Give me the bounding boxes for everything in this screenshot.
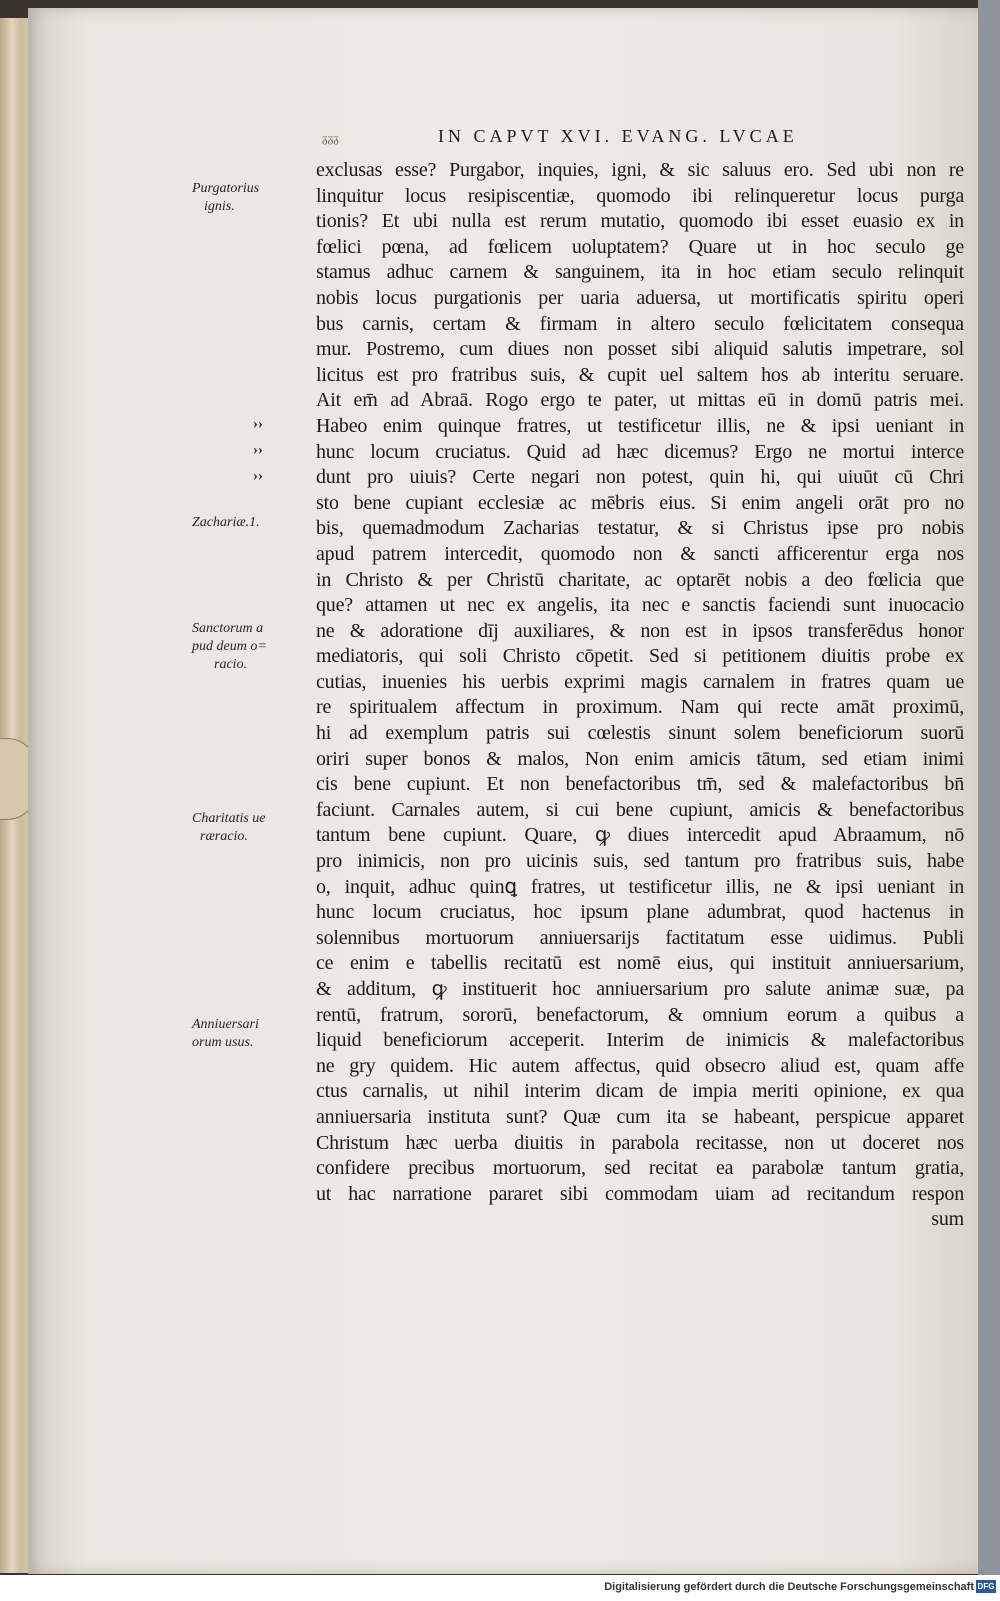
text-line: tantum bene cupiunt. Quare, ꝙ diues intercedit apud Abraamum, nō	[316, 824, 964, 847]
text-line: ne gry quidem. Hic autem affectus, quid obsecro aliud est, quam affe	[316, 1054, 964, 1077]
running-head-title: IN CAPVT XVI. EVANG. LVCAE	[438, 126, 798, 146]
text-line: bus carnis, certam & firmam in altero seculo fœlicitatem consequa	[316, 312, 964, 335]
text-line: ctus carnalis, ut nihil interim dicam de impia meriti opinione, ex qua	[316, 1080, 964, 1103]
text-line: cutias, inuenies his uerbis exprimi magis carnalem in fratres quam ue	[316, 670, 964, 693]
text-line: ce enim e tabellis recitatū est nomē eius, qui instituit anniuersarium,	[316, 952, 964, 975]
text-line: que? attamen ut nec ex angelis, ita nec e sanctis faciendi sunt inuocacio	[316, 594, 964, 617]
text-line: re spiritualem affectum in proximum. Nam qui recte amāt proximū,	[316, 696, 964, 719]
text-line: hunc locum cruciatus. Quid ad hæc dicemus? Ergo ne mortui interce	[316, 440, 964, 463]
text-line: confidere precibus mortuorum, sed recitat ea parabolæ tantum gratia,	[316, 1157, 964, 1180]
text-line: faciunt. Carnales autem, si cui bene cupiunt, amicis & benefactoribus	[316, 798, 964, 821]
dfg-logo: DFG	[977, 1582, 995, 1591]
text-line: tionis? Et ubi nulla est rerum mutatio, quomodo ibi esset euasio ex in	[316, 210, 964, 233]
text-line: oriri super bonos & malos, Non enim amicis tātum, sed etiam inimi	[316, 747, 964, 770]
text-line: ut hac narratione pararet sibi commodam uiam ad recitandum respon	[316, 1182, 964, 1205]
text-line: sto bene cupiant ecclesiæ ac mēbris eius. Si enim angeli orāt pro no	[316, 491, 964, 514]
text-line: Ait em̄ ad Abraā. Rogo ergo te pater, ut mittas eū in domū patris mei.	[316, 389, 964, 412]
text-line: Christum hæc uerba diuitis in parabola recitasse, non ut doceret nos	[316, 1131, 964, 1154]
text-line: sum	[931, 1208, 964, 1231]
text-line: o, inquit, adhuc quinꝗ fratres, ut testificetur illis, ne & ipsi ueniant in	[316, 875, 964, 898]
running-head-mark: ᵹᵹᵹ	[322, 131, 339, 145]
footer-banner	[0, 1575, 1000, 1601]
text-line: pro inimicis, non pro uicinis suis, sed tantum pro fratribus suis, habe	[316, 850, 964, 873]
text-line: nobis locus purgationis per uaria aduersa, ut mortificatis spiritu operi	[316, 286, 964, 309]
marginal-note-zachariae: Zachariæ.1.	[192, 515, 260, 530]
text-line: liquid beneficiorum acceperit. Interim de inimicis & malefactoribus	[316, 1029, 964, 1052]
marginal-note-purgatorius: Purgatorius ignis.	[192, 181, 260, 214]
book-page	[28, 8, 990, 1574]
text-line: & additum, ꝙ instituerit hoc anniuersarium pro salute animæ suæ, pa	[316, 978, 964, 1000]
scan-background-strip	[978, 0, 1000, 1575]
text-line: bis, quemadmodum Zacharias testatur, & si Christus ipse pro nobis	[316, 517, 964, 540]
text-line: ne & adoratione dīj auxiliares, & non est in ipsos transferēdus honor	[316, 619, 964, 642]
text-line: cis bene cupiunt. Et non benefactoribus tm̄, sed & malefactoribus bn̄	[316, 773, 964, 796]
footer-credit: Digitalisierung gefördert durch die Deutsche Forschungsgemeinschaft	[604, 1581, 974, 1593]
marginal-note-anniuersariorum: Anniuersari orum usus.	[192, 1017, 259, 1050]
marginal-note-sanctorum: Sanctorum a pud deum o= racio.	[192, 621, 267, 672]
marginal-note-charitatis: Charitatis ue ræracio.	[192, 811, 266, 844]
text-line: hunc locum cruciatus, hoc ipsum plane adumbrat, quod hactenus in	[316, 901, 964, 924]
quote-mark: ››	[253, 416, 263, 432]
text-line: exclusas esse? Purgabor, inquies, igni, & sic saluus ero. Sed ubi non re	[316, 159, 964, 181]
quote-mark: ››	[253, 468, 263, 484]
quote-mark: ››	[253, 442, 263, 458]
text-line: anniuersaria instituta sunt? Quæ cum ita se habeant, perspicue apparet	[316, 1105, 964, 1128]
text-line: licitus est pro fratribus suis, & cupit uel saltem hos ab interitu seruare.	[316, 363, 964, 386]
text-line: solennibus mortuorum anniuersarijs factitatum esse uidimus. Publi	[316, 926, 964, 949]
text-line: mediatoris, qui soli Christo cōpetit. Sed si petitionem diuitis probe ex	[316, 645, 964, 668]
text-line: fœlici pœna, ad fœlicem uoluptatem? Quare ut in hoc seculo ge	[316, 235, 964, 258]
text-line: hi ad exemplum patris sui cœlestis sinunt solem beneficiorum suorū	[316, 722, 964, 745]
text-line: dunt pro uiuis? Certe negari non potest, quin hi, qui uiuūt cū Chri	[316, 466, 964, 489]
text-line: mur. Postremo, cum diues non posset sibi aliquid salutis impetrare, sol	[316, 338, 964, 361]
text-line: rentū, fratrum, sororū, benefactorum, & omnium eorum a quibus a	[316, 1003, 964, 1026]
text-line: stamus adhuc carnem & sanguinem, ita in hoc etiam seculo relinquit	[316, 261, 964, 284]
text-line: in Christo & per Christū charitate, ac optarēt nobis a deo fœlicia que	[316, 568, 964, 591]
text-line: Habeo enim quinque fratres, ut testificetur illis, ne & ipsi ueniant in	[316, 414, 964, 437]
body-text	[316, 158, 964, 1233]
text-line: apud patrem intercedit, quomodo non & sancti afficerentur erga nos	[316, 542, 964, 565]
text-line: linquitur locus resipiscentiæ, quomodo ibi relinqueretur locus purga	[316, 184, 964, 207]
